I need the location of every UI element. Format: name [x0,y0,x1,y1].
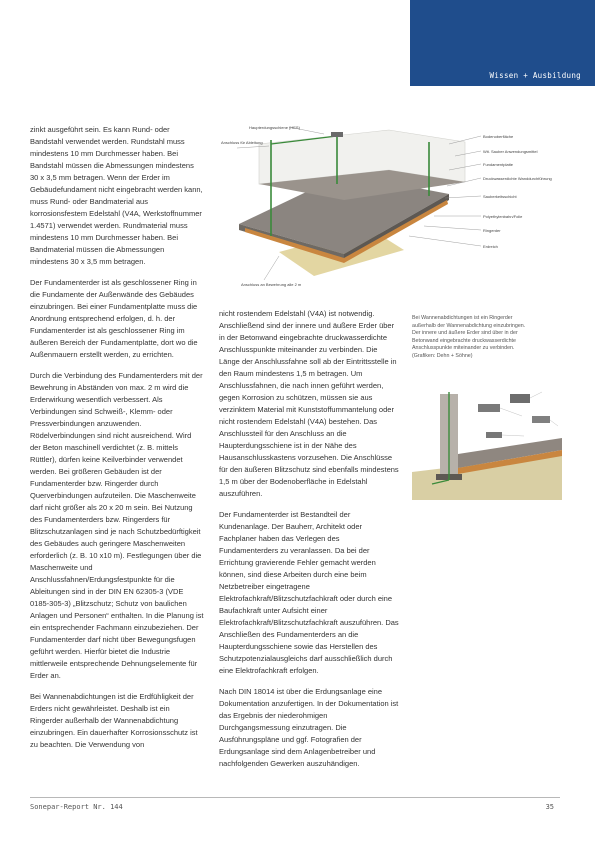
label-bodenoberflaeche: Bodenoberfläche [483,134,514,139]
terminal-clamp [486,432,502,438]
label-erdreich: Erdreich [483,244,498,249]
paragraph: nicht rostendem Edelstahl (V4A) ist notwendig. Anschließend sind der innere und äußere Erder über in der Betonwand eingebrachte druckwasserdichte Anschlusspunkte miteinander zu verbinden. Die Länge der Anschlussfahne soll ab der Eintrittsstelle in den Raum mindestens 1,5 m betragen. Um Anschlussfahnen, die nach innen geführt werden, gegen Korrosion zu schützen, müssen sie aus verzinktem Material mit Kunststoffummantelung oder nicht rostendem Edelstahl (V4A) bestehen. Das Anschlussteil für den Anschluss an die Haupterdungsschiene ist in der Nähe des Hausanschlusskastens vorzusehen. Die Anschlüsse für den äußeren Blitzschutz sind ebenfalls mindestens 1,5 m über der Bodenoberfläche in Edelstahl auszuführen. [219,309,399,498]
label-druckwasserdichte: Druckwasserdichte Wanddurchführung [483,176,552,181]
terminal-clamp [510,394,530,403]
foundation-earthing-illustration [219,124,559,304]
text-column-left [30,124,204,760]
footer-divider [30,797,560,798]
main-earthing-busbar [331,132,343,137]
publication-name: Sonepar-Report Nr. 144 [30,803,123,811]
paragraph: Bei Wannenabdichtungen ist die Erdfühligkeit der Erders nicht gewährleistet. Deshalb ist ein Ringerder außerhalb der Wannenabdichtung einzubringen. Ein dauerhafter Korrosionsschutz ist zu beachten. Die Verwendung von [30,692,198,749]
label-polyethylen: Polyethylenbahn/Folie [483,214,523,219]
terminal-clamp [478,404,500,412]
paragraph: Der Fundamenterder ist Bestandteil der Kundenanlage. Der Bauherr, Architekt oder Fachplaner haben das Verlegen des Fundamenterders zu veranlassen. Da bei der Errichtung gravierende Fehler gemacht werden können, sind diese Arbeiten durch eine beim Netzbetreiber eingetragene Elektrofachkraft/Blitzschutzfachkraft oder durch eine Baufachkraft unter Aufsicht einer Elektrofachkraft/Blitzschutzfachkraft auszuführen. Das Anschließen des Fundamenterders an die Haupterdungsschiene sowie das Herstellen des Schutzpotenzialausgleichs darf ausschließlich durch eine Elektrofachkraft erfolgen. [219,510,399,675]
page-number: 35 [545,803,554,811]
paragraph: Der Fundamenterder ist als geschlossener Ring in die Fundamente der Außenwände des Gebäudes einzubringen. Bei einer Fundamentplatte muss die Anordnung entsprechend erfolgen, d. h. der Fundamenterder ist als geschlossener Ring im äußeren Bereich der Fundamentplatte, dort wo die Außenmauern erstellt werden, zu errichten. [30,278,198,359]
label-schutzmittel: Wit. Sauber Anwendungsmittel [483,149,538,154]
paragraph: Nach DIN 18014 ist über die Erdungsanlage eine Dokumentation anzufertigen. In der Dokumentation ist das Ergebnis der niederohmigen Durchgangsmessung einzutragen. Die Ausführungspläne und ggf. Fotografien der Erdungsanlage sind dem Anlagenbetreiber und nachfolgenden Gewerken auszuhändigen. [219,687,399,768]
label-ringerder: Ringerder [483,228,501,233]
paragraph: Durch die Verbindung des Fundamenterders mit der Bewehrung in Abständen von max. 2 m wird die Erderwirkung wesentlich verbessert. Als Verbindungen sind Schweiß-, Klemm- oder Pressverbindungen anzuwenden. Rödelverbindungen sind nicht ausreichend. Wird der Beton maschinell verdichtet (z. B. mittels Rüttler), dürfen keine Keilverbinder verwendet werden. Bei größeren Gebäuden ist der Fundamenterder bzw. Ringerder durch Querverbindungen aufzuteilen. Die Maschenweite darf nicht größer als 20 x 20 m sein. Bei Nutzung des Fundamenterders bzw. Ringerders für Blitzschutzanlagen sind je nach Schutzbedürftigkeit des Gebäudes auch geringere Maschenweiten erforderlich (z. B. 10 x10 m). Festlegungen über die Maschenweite und Anschlussfahnen/Erdungsfestpunkte für die Ableitungen sind in der DIN EN 62305-3 (VDE 0185-305-3) „Blitzschutz; Schutz von baulichen Anlagen und Personen“ enthalten. In die Planung ist ein entsprechender Fachmann einzubeziehen. Der Fundamenterder darf nicht über Bewegungsfugen geführt werden. Hierfür bietet die Industrie mittlerweile entsprechende Dehnungselemente für Erder an. [30,371,204,680]
ring-earth-detail-illustration [412,376,562,500]
label-anschluss-ableitung: Anschluss für Ableitung [221,140,263,145]
label-anschluss-bewehrung: Anschluss an Bewehrung alle 2 m [241,282,302,287]
label-haupterdungsschiene: Haupterdungsschiene (HES) [249,125,300,130]
figure-caption: Bei Wannenabdichtungen ist ein Ringerder außerhalb der Wannenabdichtung einzubringen. Der innere und äußere Erder sind über in der Betonwand eingebrachte druckwasserdichte Anschlusspunkte miteinander zu verbinden. (Grafiken: Dehn + Söhne) [412,315,526,359]
paragraph: zinkt ausgeführt sein. Es kann Rund- oder Bandstahl verwendet werden. Rundstahl muss mindestens 10 mm Durchmesser haben. Bei Bandstahl müssen die Abmessungen mindestens 30 x 3,5 mm betragen. Wenn der Erder im Gebäudefundament nicht eingebracht werden kann, muss Rund- oder Bandmaterial aus korrosionsfestem Edelstahl (V4A, Werkstoffnummer 1.4571) verwendet werden. Rundmaterial muss mindestens 10 mm Durchmesser haben. Bei Bandmaterial müssen die Abmessungen mindestens 30 x 3,5 mm betragen. [30,125,203,266]
terminal-clamp [532,416,550,423]
section-header-bar [410,0,595,86]
label-fundamentplatte: Fundamentplatte [483,162,514,167]
label-sauberkeitsschicht: Sauberkeitsschicht [483,194,517,199]
text-column-middle [219,308,399,779]
section-title: Wissen + Ausbildung [489,71,581,80]
